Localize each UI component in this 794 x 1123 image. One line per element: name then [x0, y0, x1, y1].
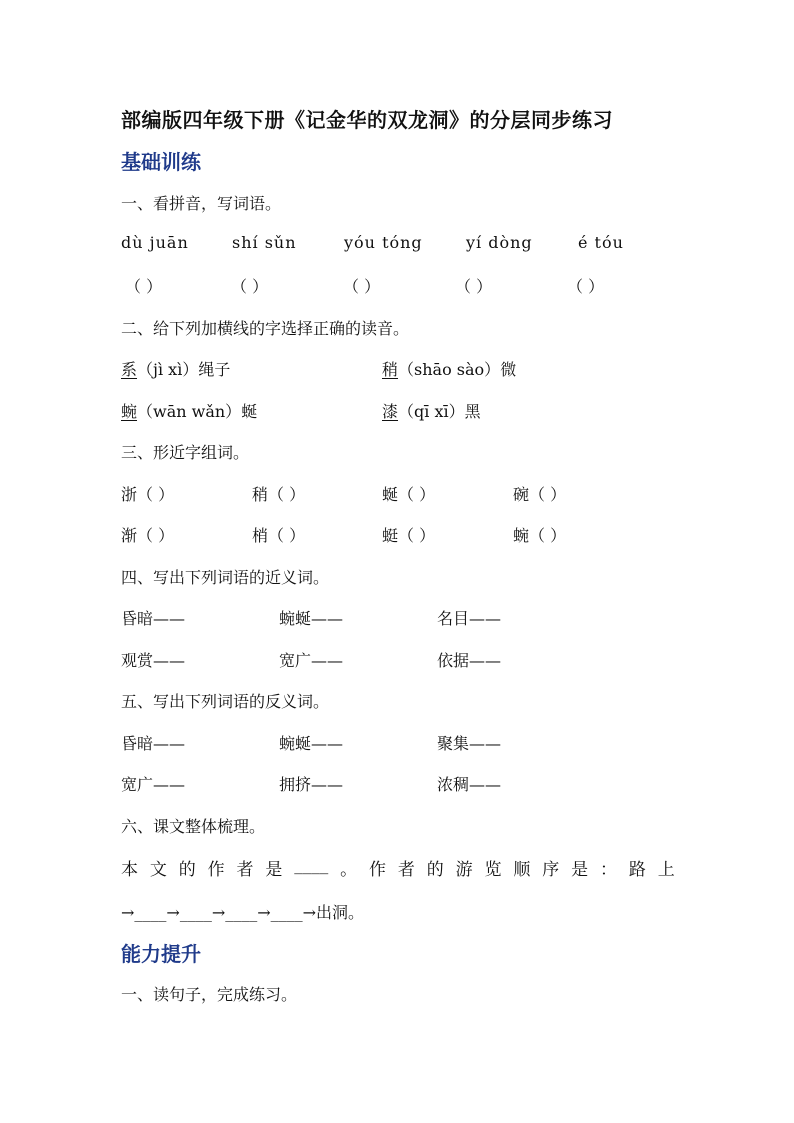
- summary-char: 。: [340, 860, 358, 880]
- similar-char-item: [252, 523, 305, 546]
- summary-line-2[interactable]: →____→____→____→____→出洞。: [121, 903, 365, 922]
- synonym-item[interactable]: 蜿蜒——: [279, 609, 344, 628]
- similar-char-item: [121, 482, 174, 505]
- pronunciation-item: [121, 357, 230, 380]
- underlined-char: 稍: [382, 360, 399, 379]
- section-heading-basic: 基础训练: [121, 150, 201, 174]
- pronunciation-options[interactable]: （qī xī）: [398, 402, 465, 421]
- pinyin-item: shí sǔn: [232, 233, 297, 252]
- antonym-item[interactable]: 蜿蜒——: [279, 734, 344, 753]
- underlined-char: 蜿: [121, 402, 138, 421]
- synonym-item[interactable]: 名目——: [437, 609, 502, 628]
- underlined-char: 系: [121, 360, 138, 379]
- word-blank[interactable]: （ ）: [268, 526, 306, 545]
- similar-char-item: [513, 482, 566, 505]
- summary-char: 顺: [513, 860, 531, 880]
- answer-blank[interactable]: （ ）: [567, 277, 605, 296]
- word-rest: 黑: [464, 402, 481, 421]
- similar-char: 碗: [513, 485, 530, 504]
- pronunciation-options[interactable]: （wān wǎn）: [137, 402, 242, 421]
- word-rest: 绳子: [198, 360, 231, 379]
- underlined-char: 漆: [382, 402, 399, 421]
- answer-blank[interactable]: （ ）: [343, 277, 381, 296]
- question-1-prompt: 一、看拼音，写词语。: [121, 194, 282, 213]
- summary-char: 者: [236, 860, 254, 880]
- answer-blank[interactable]: （ ）: [125, 277, 163, 296]
- synonym-item[interactable]: 依据——: [437, 651, 502, 670]
- answer-blank[interactable]: （ ）: [231, 277, 269, 296]
- pronunciation-item: [121, 399, 257, 422]
- pronunciation-item: [382, 399, 481, 422]
- pinyin-item: é tóu: [578, 233, 624, 252]
- summary-char: 是: [571, 860, 589, 880]
- word-blank[interactable]: （ ）: [137, 485, 175, 504]
- question-2-prompt: 二、给下列加横线的字选择正确的读音。: [121, 319, 410, 338]
- similar-char: 浙: [121, 485, 138, 504]
- summary-char: 序: [542, 860, 560, 880]
- ability-question-1-prompt: 一、读句子，完成练习。: [121, 985, 298, 1004]
- antonym-item[interactable]: 宽广——: [121, 775, 186, 794]
- question-6-prompt: 六、课文整体梳理。: [121, 817, 266, 836]
- similar-char-item: [382, 482, 435, 505]
- similar-char-item: [121, 523, 174, 546]
- antonym-item[interactable]: 浓稠——: [437, 775, 502, 794]
- summary-char: 本: [121, 860, 138, 880]
- summary-char: ：: [600, 860, 617, 880]
- summary-char: 作: [207, 860, 225, 880]
- synonym-item[interactable]: 宽广——: [279, 651, 344, 670]
- summary-line-1[interactable]: [121, 855, 675, 880]
- summary-char: 览: [484, 860, 502, 880]
- word-blank[interactable]: （ ）: [398, 526, 436, 545]
- word-blank[interactable]: （ ）: [398, 485, 436, 504]
- question-3-prompt: 三、形近字组词。: [121, 443, 250, 462]
- summary-char: 的: [178, 860, 196, 880]
- question-4-prompt: 四、写出下列词语的近义词。: [121, 568, 330, 587]
- pinyin-item: dù juān: [121, 233, 189, 252]
- pinyin-item: yí dòng: [466, 233, 533, 252]
- synonym-item[interactable]: 观赏——: [121, 651, 186, 670]
- pronunciation-item: [382, 357, 516, 380]
- antonym-item[interactable]: 聚集——: [437, 734, 502, 753]
- similar-char-item: [513, 523, 566, 546]
- summary-char: 的: [426, 860, 444, 880]
- answer-blank[interactable]: （ ）: [455, 277, 493, 296]
- similar-char: 稍: [252, 485, 269, 504]
- word-rest: 蜒: [241, 402, 258, 421]
- summary-char: 游: [455, 860, 473, 880]
- word-blank[interactable]: （ ）: [137, 526, 175, 545]
- word-rest: 微: [500, 360, 517, 379]
- summary-char: 路: [628, 860, 646, 880]
- antonym-item[interactable]: 拥挤——: [279, 775, 344, 794]
- summary-char: 作: [369, 860, 386, 880]
- antonym-item[interactable]: 昏暗——: [121, 734, 186, 753]
- summary-char: 上: [657, 860, 675, 880]
- similar-char: 蜒: [382, 485, 399, 504]
- synonym-item[interactable]: 昏暗——: [121, 609, 186, 628]
- pinyin-item: yóu tóng: [344, 233, 423, 252]
- similar-char-item: [252, 482, 305, 505]
- similar-char-item: [382, 523, 435, 546]
- question-5-prompt: 五、写出下列词语的反义词。: [121, 692, 330, 711]
- word-blank[interactable]: （ ）: [529, 485, 567, 504]
- section-heading-ability: 能力提升: [121, 942, 201, 966]
- similar-char: 渐: [121, 526, 138, 545]
- author-blank[interactable]: ____: [294, 855, 329, 875]
- pronunciation-options[interactable]: （jì xì）: [137, 360, 199, 379]
- summary-char: 是: [265, 860, 283, 880]
- summary-char: 者: [397, 860, 415, 880]
- word-blank[interactable]: （ ）: [268, 485, 306, 504]
- word-blank[interactable]: （ ）: [529, 526, 567, 545]
- similar-char: 蜓: [382, 526, 399, 545]
- page-title: 部编版四年级下册《记金华的双龙洞》的分层同步练习: [121, 108, 613, 132]
- similar-char: 梢: [252, 526, 269, 545]
- summary-char: 文: [149, 860, 167, 880]
- pronunciation-options[interactable]: （shāo sào）: [398, 360, 501, 379]
- similar-char: 蜿: [513, 526, 530, 545]
